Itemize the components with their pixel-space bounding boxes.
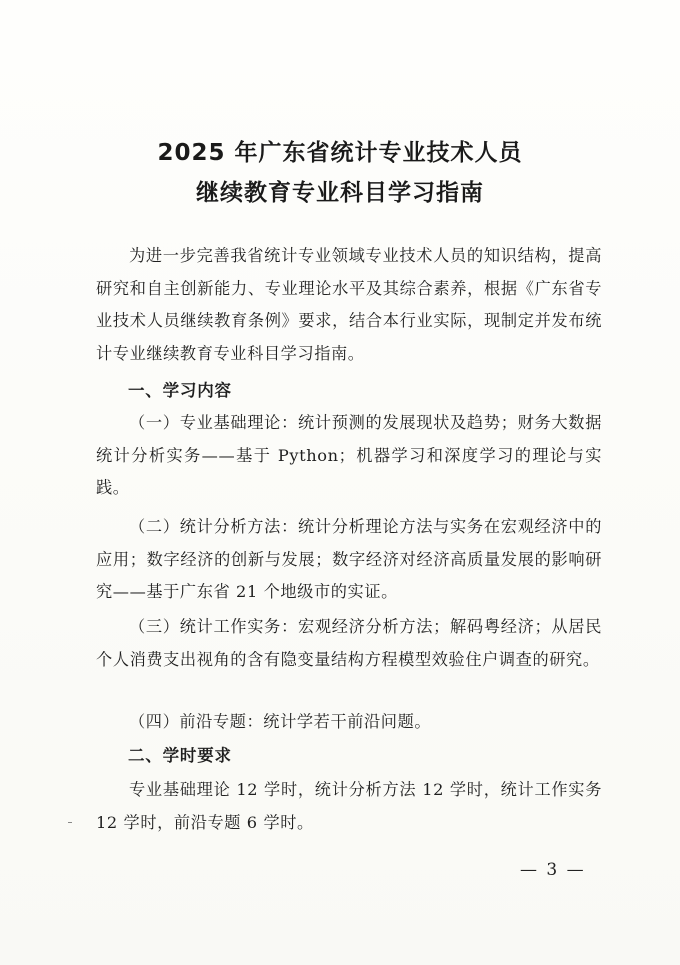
intro-paragraph: 为进一步完善我省统计专业领域专业技术人员的知识结构，提高研究和自主创新能力、专业理论水平及其综合素养，根据《广东省专业技术人员继续教育条例》要求，结合本行业实际，现制定并发布统计专业继续教育专业科目学习指南。 xyxy=(96,246,602,363)
page-number: — 3 — xyxy=(520,860,586,880)
title-line-2: 继续教育专业科目学习指南 xyxy=(196,180,484,206)
content-item-4: （四）前沿专题：统计学若干前沿问题。 xyxy=(129,712,432,731)
content-item-2: （二）统计分析方法：统计分析理论方法与实务在宏观经济中的应用；数字经济的创新与发展；数字经济对经济高质量发展的影响研究——基于广东省 21 个地级市的实证。 xyxy=(96,517,602,601)
section-heading-hour-requirements: 二、学时要求 xyxy=(128,746,232,765)
content-item-1: （一）专业基础理论：统计预测的发展现状及趋势；财务大数据统计分析实务——基于 Python；机器学习和深度学习的理论与实践。 xyxy=(96,413,602,497)
title-line-1: 2025 年广东省统计专业技术人员 xyxy=(157,140,523,166)
content-item-3: （三）统计工作实务：宏观经济分析方法；解码粤经济；从居民个人消费支出视角的含有隐变量结构方程模型效验住户调查的研究。 xyxy=(96,617,602,669)
hours-paragraph: 专业基础理论 12 学时，统计分析方法 12 学时，统计工作实务 12 学时，前沿专题 6 学时。 xyxy=(96,780,602,832)
section-heading-learning-content: 一、学习内容 xyxy=(128,381,232,400)
scan-speck xyxy=(68,822,72,823)
